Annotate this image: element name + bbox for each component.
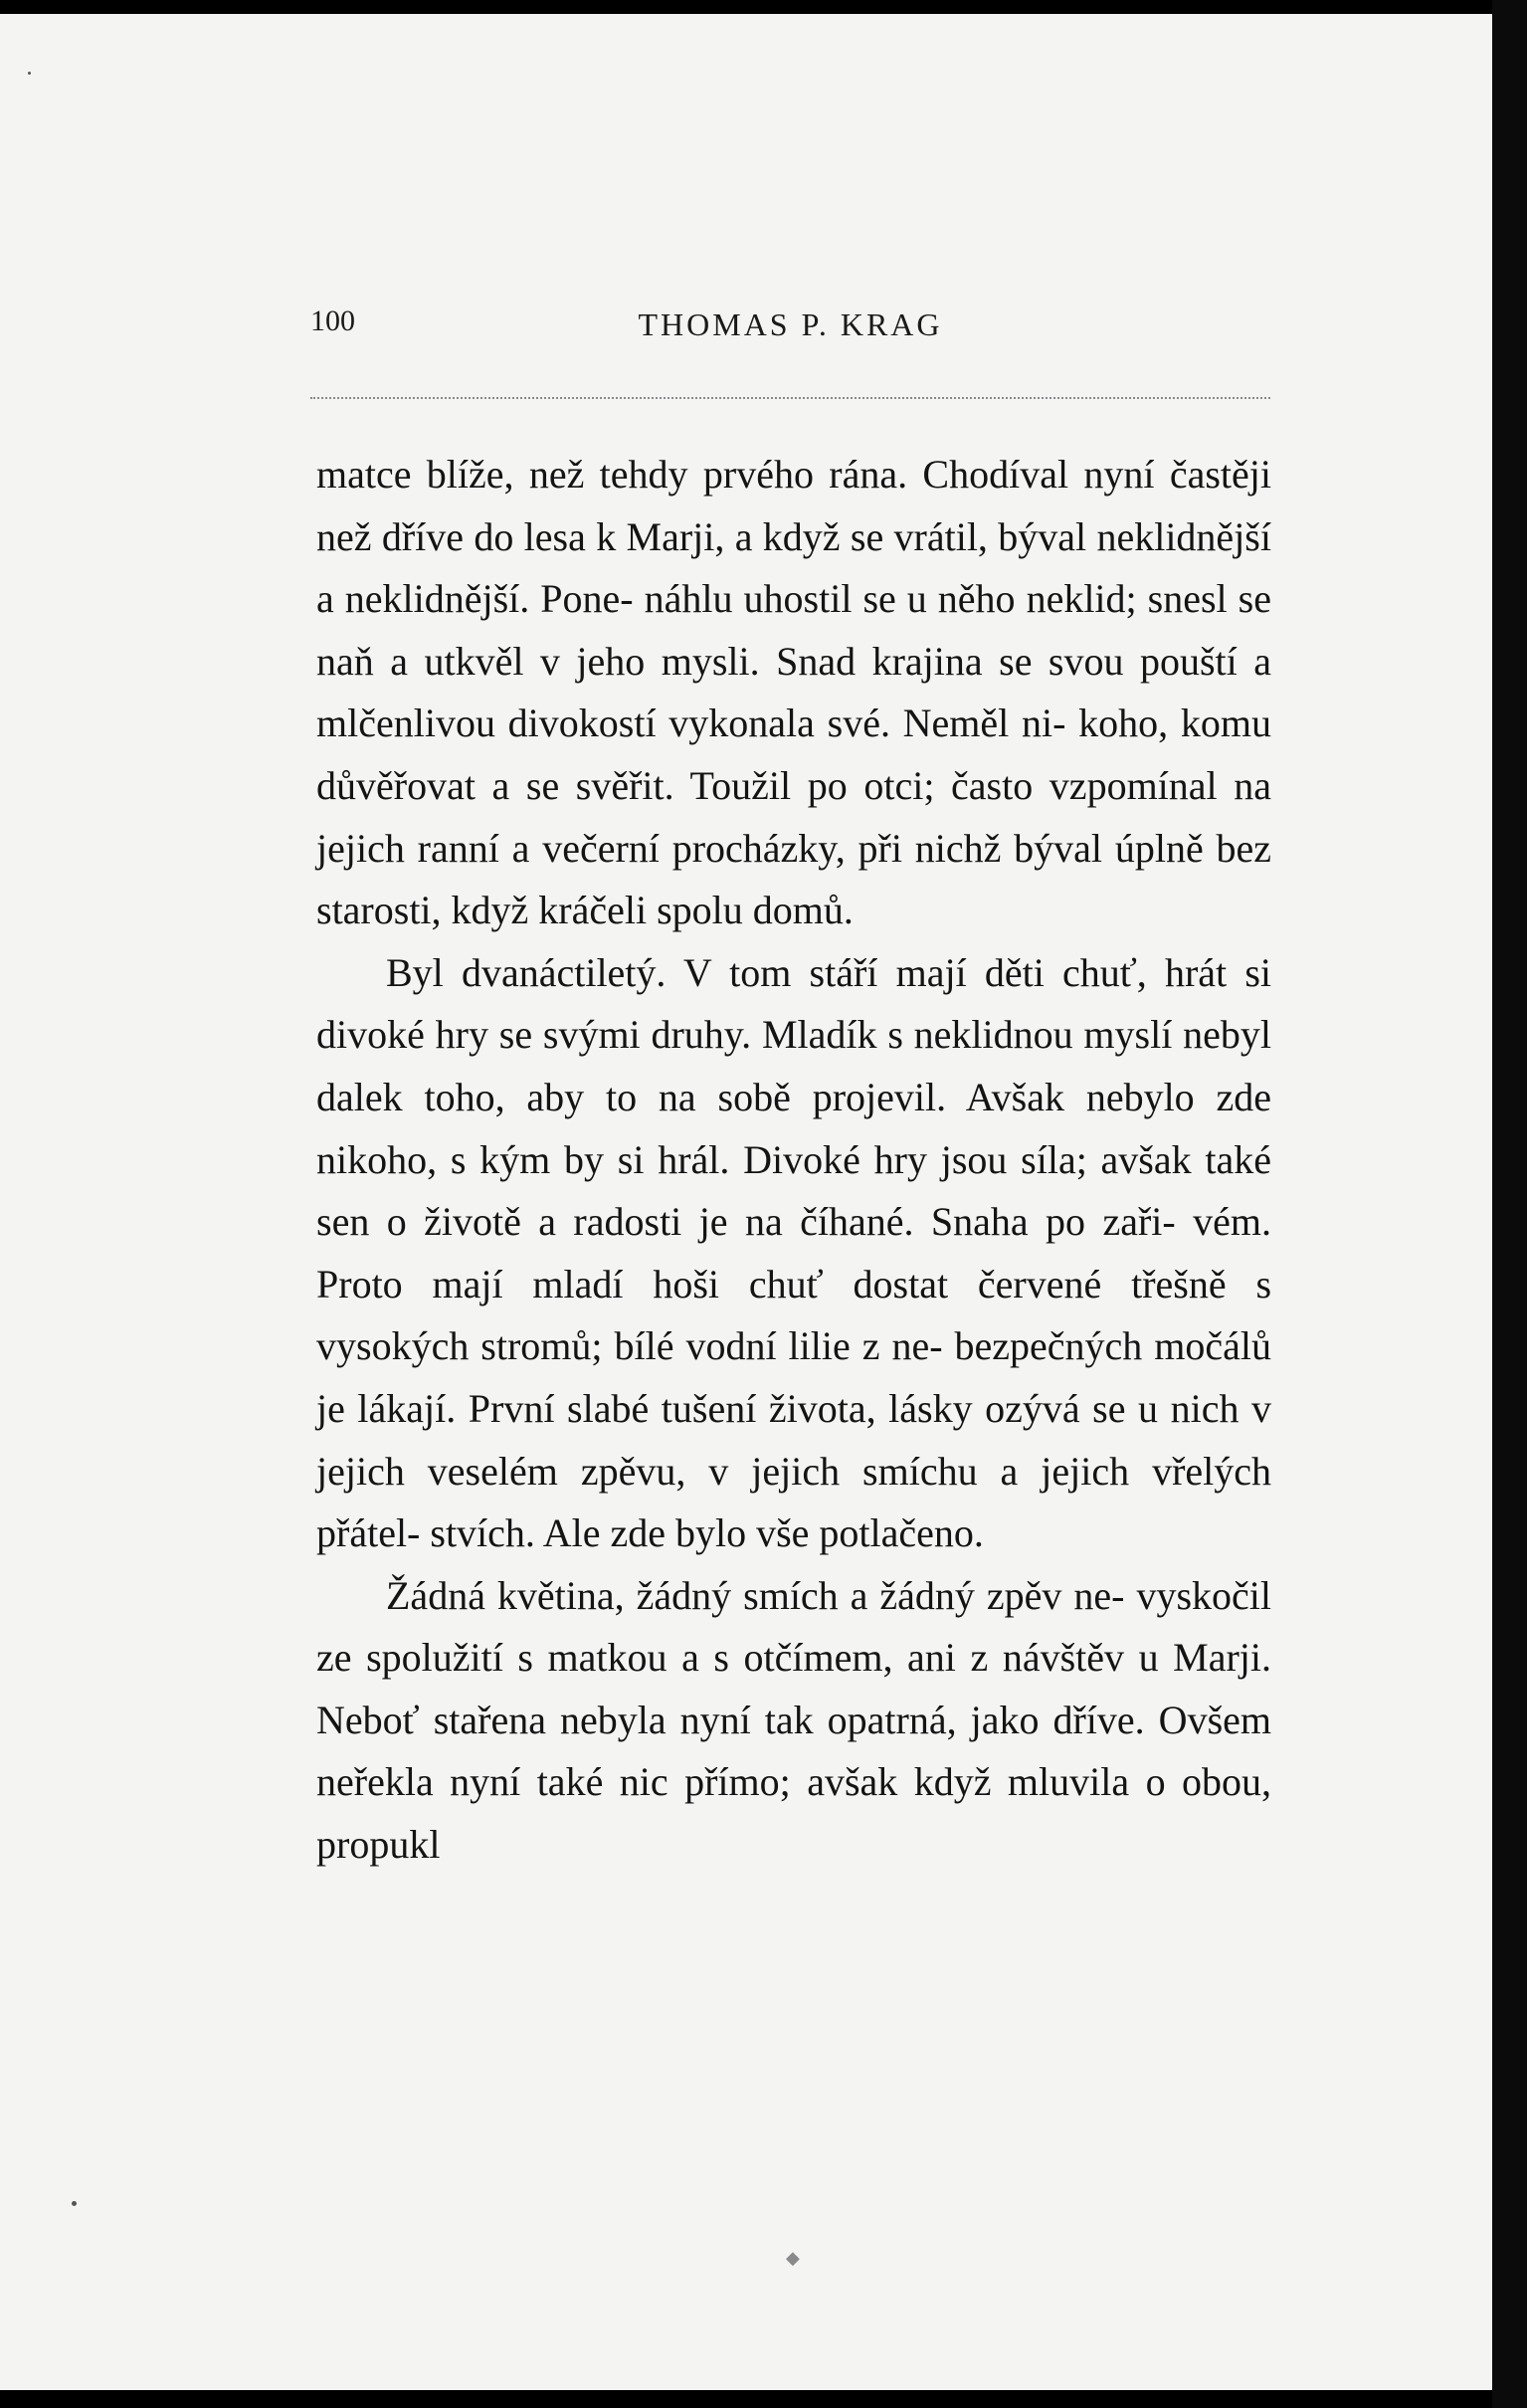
text-line: třešně s vysokých stromů; bílé vodní lilie z ne- xyxy=(316,1261,1272,1369)
text-line: zpěvu, v jejich smíchu a jejich vřelých přátel- xyxy=(316,1448,1272,1556)
page-header xyxy=(310,301,1270,350)
text-line: nyní častěji než dříve do lesa k Marji, a když xyxy=(316,452,1272,559)
scan-edge xyxy=(1492,0,1527,2408)
text-line: koho, komu důvěřovat a se svěřit. Toužil po xyxy=(316,701,1271,808)
text-line: vyskočil ze spolužití s matkou a s otčímem, ani xyxy=(316,1572,1271,1681)
paragraph-1 xyxy=(316,444,1271,942)
paragraph-3 xyxy=(316,1565,1271,1877)
text-line: života, lásky ozývá se u nich v jejich veselém xyxy=(316,1385,1271,1494)
text-line: sobě projevil. Avšak nebylo zde nikoho, s kým xyxy=(316,1074,1272,1182)
text-line: s neklidnou myslí nebyl dalek toho, aby to na xyxy=(316,1012,1271,1119)
text-line: by si hrál. Divoké hry jsou síla; avšak také sen xyxy=(316,1136,1272,1245)
running-head: THOMAS P. KRAG xyxy=(638,306,943,342)
ink-speck xyxy=(28,72,31,75)
text-line: utkvěl v jeho mysli. Snad krajina se svou pouští xyxy=(424,638,1238,684)
text-line: bezpečných močálů je lákají. První slabé tušení xyxy=(316,1323,1271,1431)
text-line: matce blíže, než tehdy prvého rána. Chodíval xyxy=(316,452,1069,497)
body-text xyxy=(316,444,1271,1877)
text-line: a mlčenlivou divokostí vykonala své. Neměl ni- xyxy=(316,638,1272,746)
text-line: náhlu uhostil se u něho neklid; snesl se naň a xyxy=(316,576,1272,684)
text-line: Byl dvanáctiletý. V tom stáří mají děti chuť, xyxy=(386,949,1147,995)
printer-ornament-icon: ◆ xyxy=(786,2248,800,2269)
text-line: se vrátil, býval neklidnější a neklidnější. Pone- xyxy=(316,513,1271,622)
text-line: o životě a radosti je na číhané. Snaha po zaři- xyxy=(386,1199,1176,1245)
text-line: hrát si divoké hry se svými druhy. Mladík xyxy=(316,949,1271,1058)
text-line: nic přímo; avšak když mluvila o obou, propukl xyxy=(316,1759,1272,1868)
text-line: procházky, při nichž býval úplně bez starosti, xyxy=(316,825,1272,933)
text-line: otci; často vzpomínal na jejich ranní a večerní xyxy=(316,762,1272,871)
header-rule xyxy=(310,397,1270,399)
book-page xyxy=(0,14,1492,2390)
text-line: z návštěv u Marji. Neboť stařena nebyla nyní tak xyxy=(316,1635,1272,1742)
text-line: vém. Proto mají mladí hoši chuť dostat červené xyxy=(316,1199,1272,1306)
text-line: opatrná, jako dříve. Ovšem neřekla nyní také xyxy=(316,1697,1272,1805)
text-line: Žádná květina, žádný smích a žádný zpěv ne- xyxy=(386,1572,1125,1618)
text-line: když kráčeli spolu domů. xyxy=(451,888,854,933)
text-line: stvích. Ale zde bylo vše potlačeno. xyxy=(430,1510,984,1556)
paragraph-2 xyxy=(316,942,1271,1565)
page-number: 100 xyxy=(310,304,355,337)
ink-speck xyxy=(72,2201,77,2206)
